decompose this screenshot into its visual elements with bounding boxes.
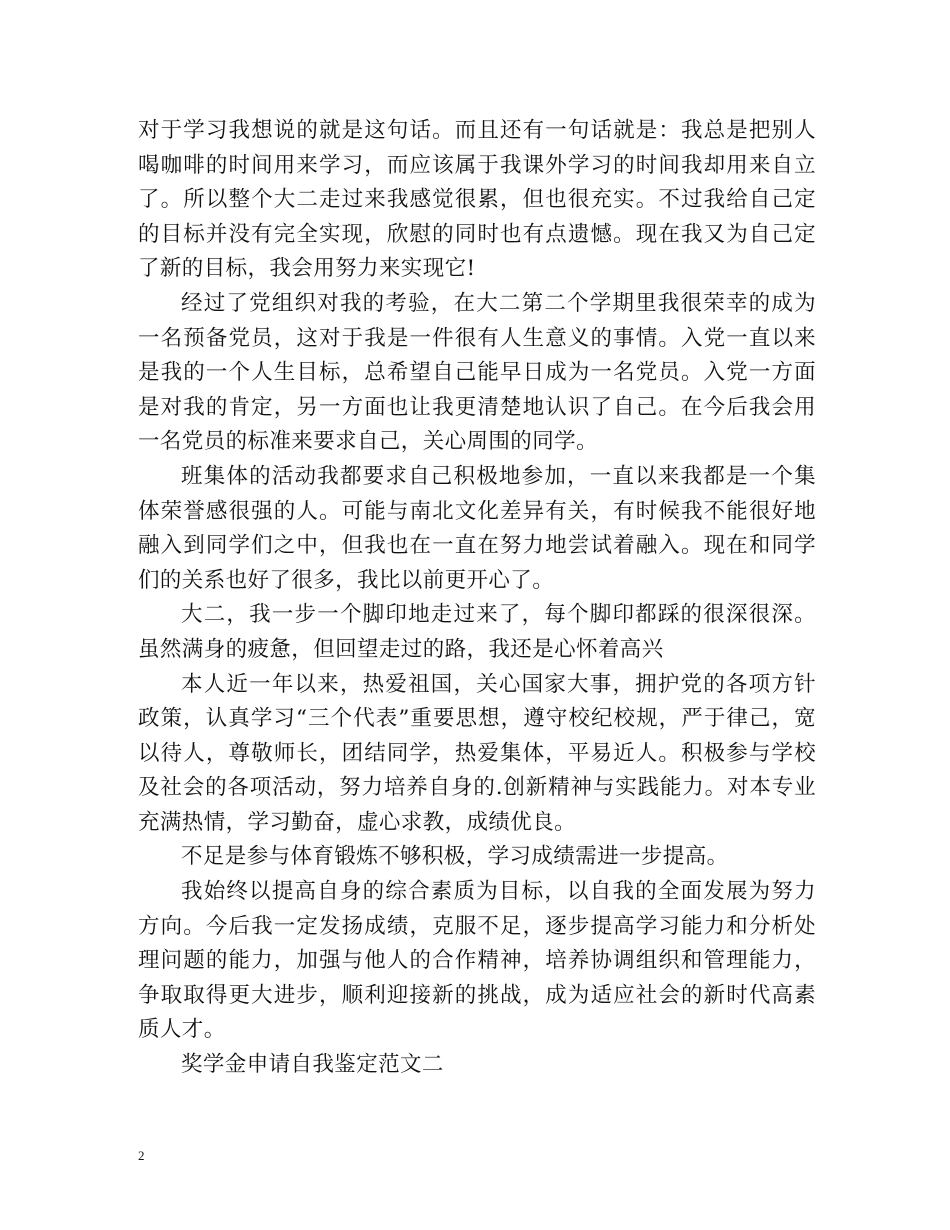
paragraph-4: 大二，我一步一个脚印地走过来了，每个脚印都踩的很深很深。虽然满身的疲惫，但回望走过的路，我还是心怀着高兴 [138,602,816,662]
paragraph-5: 本人近一年以来，热爱祖国，关心国家大事，拥护党的各项方针政策，认真学习“三个代表”重要思想，遵守校纪校规，严于律己，宽以待人，尊敬师长，团结同学，热爱集体，平易近人。积极参与学校及社会的各项活动，努力培养自身的.创新精神与实践能力。对本专业充满热情，学习勤奋，虚心求教，成绩优良。 [138,671,816,835]
paragraph-8-heading: 奖学金申请自我鉴定范文二 [181,1052,444,1078]
paragraph-2: 经过了党组织对我的考验，在大二第二个学期里我很荣幸的成为一名预备党员，这对于我是一件很有人生意义的事情。入党一直以来是我的一个人生目标，总希望自己能早日成为一名党员。入党一方面是对我的肯定，另一方面也让我更清楚地认识了自己。在今后我会用一名党员的标准来要求自己，关心周围的同学。 [138,290,816,455]
page-number: 2 [138,1148,145,1163]
paragraph-1: 对于学习我想说的就是这句话。而且还有一句话就是：我总是把别人喝咖啡的时间用来学习，而应该属于我课外学习的时间我却用来自立了。所以整个大二走过来我感觉很累，但也很充实。不过我给自己定的目标并没有完全实现，欣慰的同时也有点遗憾。现在我又为自己定了新的目标，我会用努力来实现它! [138,118,816,282]
paragraph-3: 班集体的活动我都要求自己积极地参加，一直以来我都是一个集体荣誉感很强的人。可能与南北文化差异有关，有时候我不能很好地融入到同学们之中，但我也在一直在努力地尝试着融入。现在和同学们的关系也好了很多，我比以前更开心了。 [138,463,816,593]
document-body [138,114,816,1083]
paragraph-7: 我始终以提高自身的综合素质为目标，以自我的全面发展为努力方向。今后我一定发扬成绩，克服不足，逐步提高学习能力和分析处理问题的能力，加强与他人的合作精神，培养协调组织和管理能力，争取取得更大进步，顺利迎接新的挑战，成为适应社会的新时代高素质人才。 [138,879,816,1043]
paragraph-6: 不足是参与体育锻炼不够积极，学习成绩需进一步提高。 [181,844,729,870]
